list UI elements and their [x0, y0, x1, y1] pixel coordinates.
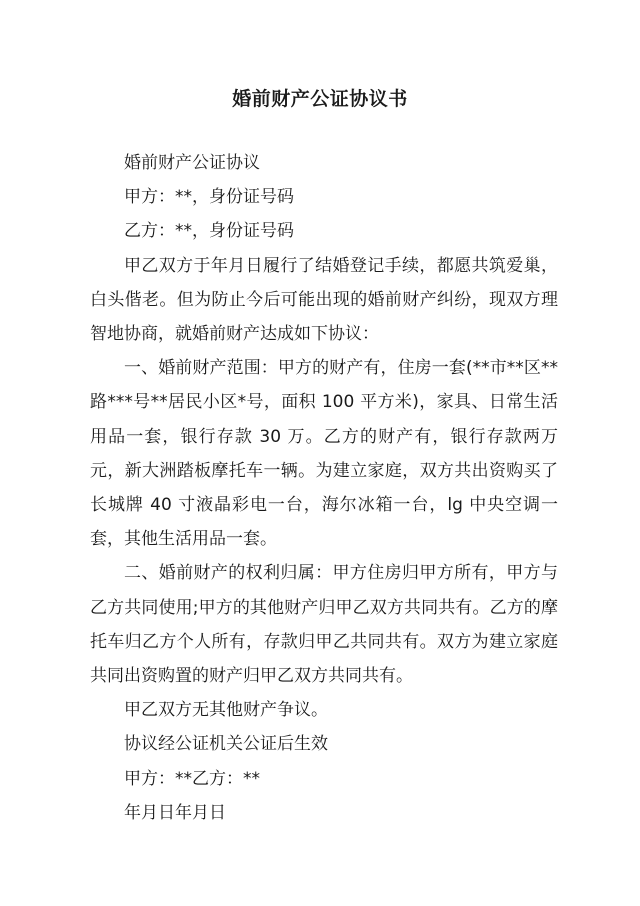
effective-line: 协议经公证机关公证后生效	[124, 734, 328, 755]
party-b-line: 乙方：**，身份证号码	[124, 221, 294, 242]
date-line: 年月日年月日	[124, 802, 226, 823]
document-title: 婚前财产公证协议书	[232, 88, 408, 110]
clause-2-paragraph: 二、婚前财产的权利归属：甲方住房归甲方所有，甲方与乙方共同使用;甲方的其他财产归甲乙双方共同共有。乙方的摩托车归乙方个人所有，存款归甲乙共同共有。双方为建立家庭共同出资购置的财产归甲乙双方共同共有。	[90, 563, 558, 687]
clause-1-paragraph: 一、婚前财产范围：甲方的财产有，住房一套(**市**区**路***号**居民小区*号，面积 100 平方米)，家具、日常生活用品一套，银行存款 30 万。乙方的财产有，银行存款两万元，新大洲踏板摩托车一辆。为建立家庭，双方共出资购买了长城牌 40 寸液晶彩电一台，海尔冰箱一台，lg 中央空调一套，其他生活用品一套。	[90, 358, 558, 550]
agreement-heading: 婚前财产公证协议	[124, 153, 260, 173]
signature-line: 甲方：**乙方：**	[124, 768, 260, 789]
no-dispute-line: 甲乙双方无其他财产争议。	[124, 700, 328, 721]
intro-paragraph: 甲乙双方于年月日履行了结婚登记手续，都愿共筑爱巢，白头偕老。但为防止今后可能出现的婚前财产纠纷，现双方理智地协商，就婚前财产达成如下协议：	[90, 255, 558, 345]
party-a-line: 甲方：**，身份证号码	[124, 187, 294, 208]
document-body	[90, 146, 558, 830]
